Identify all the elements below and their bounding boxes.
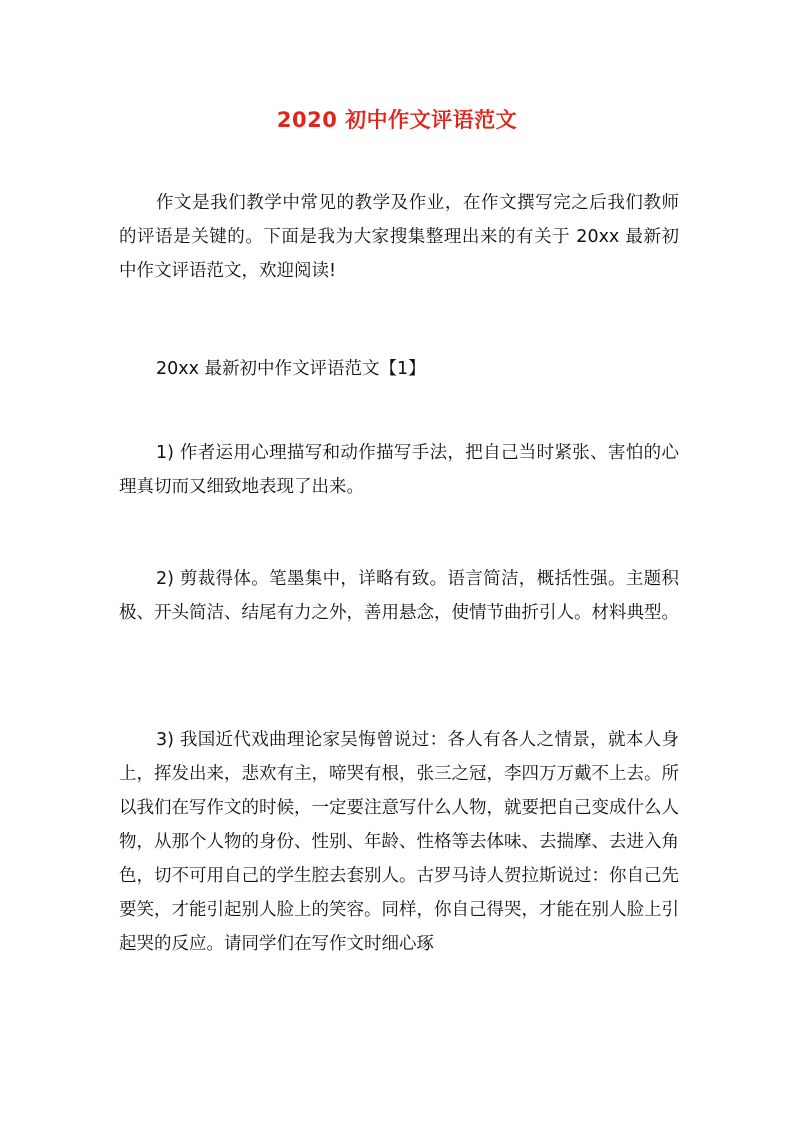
intro-paragraph: 作文是我们教学中常见的教学及作业，在作文撰写完之后我们教师的评语是关键的。下面是我为大家搜集整理出来的有关于 20xx 最新初中作文评语范文，欢迎阅读! (119, 193, 679, 281)
comment-paragraph-2: 2) 剪裁得体。笔墨集中，详略有致。语言简洁，概括性强。主题积极、开头简洁、结尾有力之外，善用悬念，使情节曲折引人。材料典型。 (119, 569, 679, 623)
document-title: 2020 初中作文评语范文 (276, 108, 518, 132)
comment-paragraph-3: 3) 我国近代戏曲理论家吴悔曾说过：各人有各人之情景，就本人身上，挥发出来，悲欢有主，啼哭有根，张三之冠，李四万万戴不上去。所以我们在写作文的时候，一定要注意写什么人物，就要把自己变成什么人物，从那个人物的身份、性别、年龄、性格等去体味、去揣摩、去进入角色，切不可用自己的学生腔去套别人。古罗马诗人贺拉斯说过：你自己先要笑，才能引起别人脸上的笑容。同样，你自己得哭，才能在别人脸上引起哭的反应。请同学们在写作文时细心琢 (119, 730, 679, 954)
section-heading: 20xx 最新初中作文评语范文【1】 (156, 359, 426, 379)
comment-paragraph-1: 1) 作者运用心理描写和动作描写手法，把自己当时紧张、害怕的心理真切而又细致地表现了出来。 (119, 443, 679, 497)
